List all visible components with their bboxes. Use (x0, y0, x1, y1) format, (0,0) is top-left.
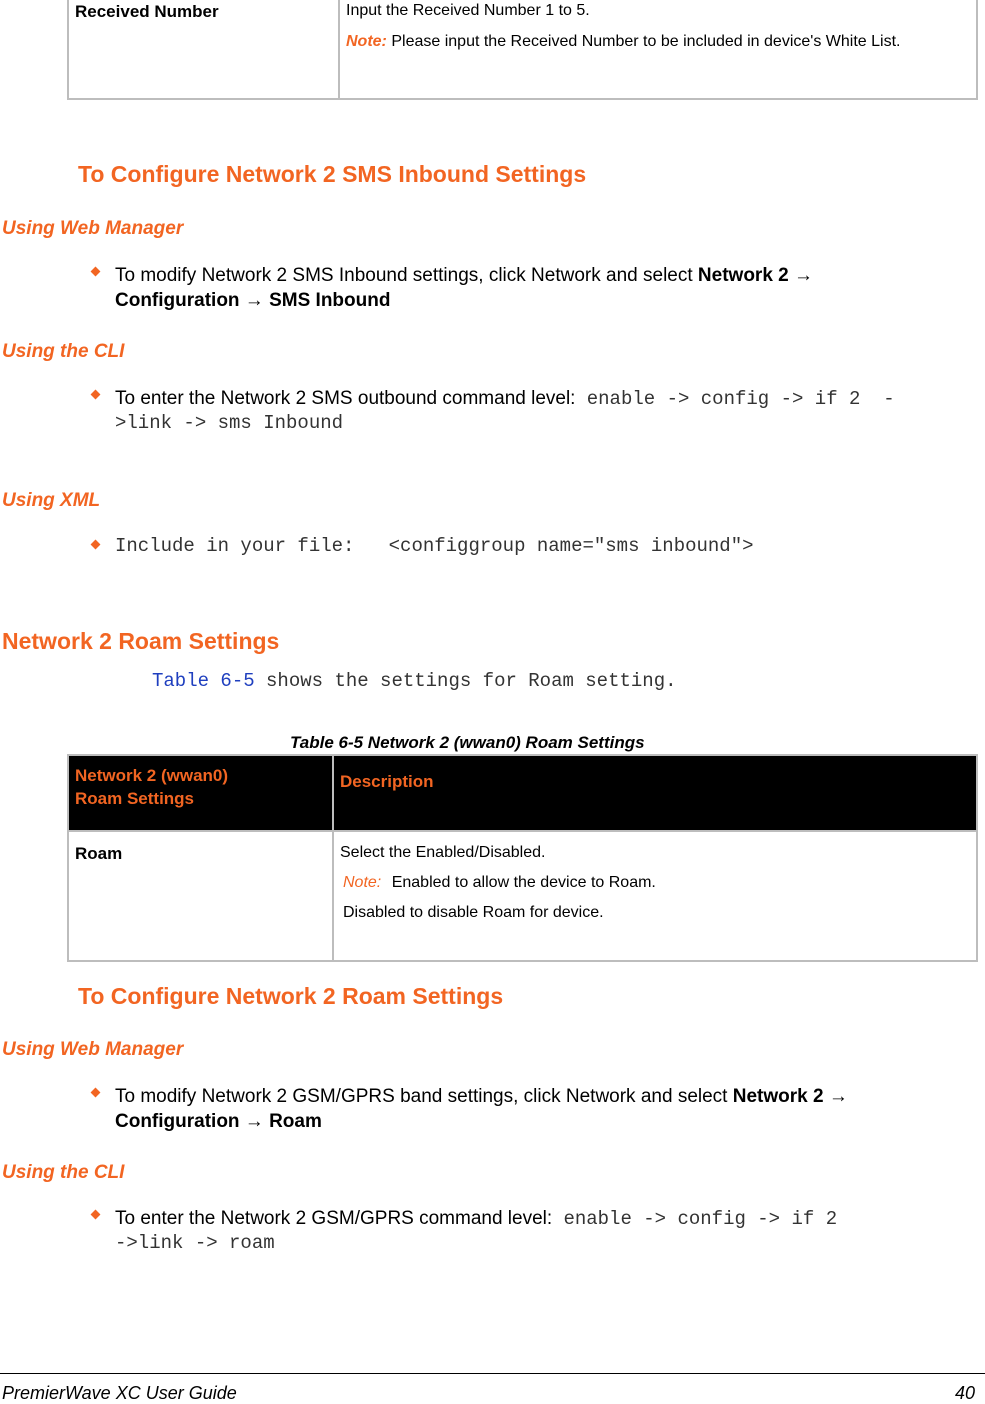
roam-web-manager-instruction (115, 1084, 965, 1109)
roam-note-label: Note: (343, 874, 382, 891)
roam-web-manager-heading: Using Web Manager (2, 1039, 184, 1060)
sms-xml-heading: Using XML (2, 490, 101, 511)
table-6-5-link[interactable]: Table 6-5 (152, 670, 255, 692)
roam-cli-cmd-2: ->link -> roam (115, 1232, 275, 1254)
bullet-icon (91, 390, 101, 400)
roam-config-title: To Configure Network 2 Roam Settings (78, 983, 504, 1009)
received-number-label: Received Number (75, 2, 219, 21)
sms-cli-heading: Using the CLI (2, 341, 125, 362)
sms-cli-cmd-1: enable -> config -> if 2 - (586, 388, 895, 410)
roam-row-desc-cell (333, 831, 977, 961)
roam-table-header-col2 (333, 755, 977, 831)
footer-title: PremierWave XC User Guide (2, 1383, 237, 1403)
sms-cli-cmd-2: >link -> sms Inbound (115, 412, 344, 434)
sms-web-manager-heading: Using Web Manager (2, 218, 184, 239)
note-text: Please input the Received Number to be included in device's White List. (391, 33, 901, 50)
sms-cli-instruction (115, 386, 985, 412)
roam-table-header-col1 (68, 755, 333, 831)
roam-intro (152, 670, 677, 692)
roam-settings-table (67, 754, 978, 962)
sms-web-manager-path: Network 2 → Configuration → SMS Inbound (115, 265, 814, 311)
roam-header-line2: Roam Settings (75, 789, 195, 808)
roam-row-label: Roam (75, 844, 123, 863)
sms-config-title: To Configure Network 2 SMS Inbound Settings (78, 161, 587, 187)
received-number-table (67, 0, 978, 100)
roam-row-label-cell (68, 831, 333, 961)
note-label: Note: (346, 33, 387, 50)
roam-note-text: Enabled to allow the device to Roam. (391, 874, 656, 891)
roam-table-caption: Table 6-5 Network 2 (wwan0) Roam Settings (290, 733, 645, 752)
sms-xml-text: Include in your file: <configgroup name="sms inbound"> (115, 535, 754, 557)
bullet-icon (91, 540, 101, 550)
received-number-desc: Input the Received Number 1 to 5. (346, 2, 590, 19)
roam-web-manager-path-2: Configuration → Roam (115, 1111, 322, 1132)
roam-intro-text: shows the settings for Roam setting. (254, 670, 677, 692)
bullet-icon (91, 1088, 101, 1098)
footer-divider (0, 1373, 985, 1374)
roam-settings-title: Network 2 Roam Settings (2, 628, 280, 654)
received-number-label-cell (68, 0, 339, 99)
roam-row-line1: Select the Enabled/Disabled. (340, 844, 546, 861)
sms-web-manager-text: To modify Network 2 SMS Inbound settings, click Network and select (115, 265, 698, 286)
received-number-desc-cell (339, 0, 977, 99)
bullet-icon (91, 1210, 101, 1220)
sms-cli-text: To enter the Network 2 SMS outbound command level: (115, 388, 576, 409)
roam-row-line3: Disabled to disable Roam for device. (343, 904, 604, 921)
bullet-icon (91, 267, 101, 277)
roam-web-manager-text: To modify Network 2 GSM/GPRS band settings, click Network and select (115, 1086, 733, 1107)
roam-cli-cmd-1: enable -> config -> if 2 (563, 1208, 838, 1230)
footer-page-number: 40 (955, 1383, 976, 1403)
roam-cli-instruction (115, 1206, 975, 1232)
roam-web-manager-path-1: Network 2 → (732, 1086, 848, 1107)
received-number-note (346, 30, 970, 53)
roam-header-description: Description (340, 772, 434, 791)
roam-cli-heading: Using the CLI (2, 1162, 125, 1183)
roam-header-line1: Network 2 (wwan0) (75, 766, 229, 785)
sms-web-manager-instruction (115, 263, 905, 313)
roam-row-note (343, 874, 970, 892)
roam-cli-text: To enter the Network 2 GSM/GPRS command level: (115, 1208, 553, 1229)
